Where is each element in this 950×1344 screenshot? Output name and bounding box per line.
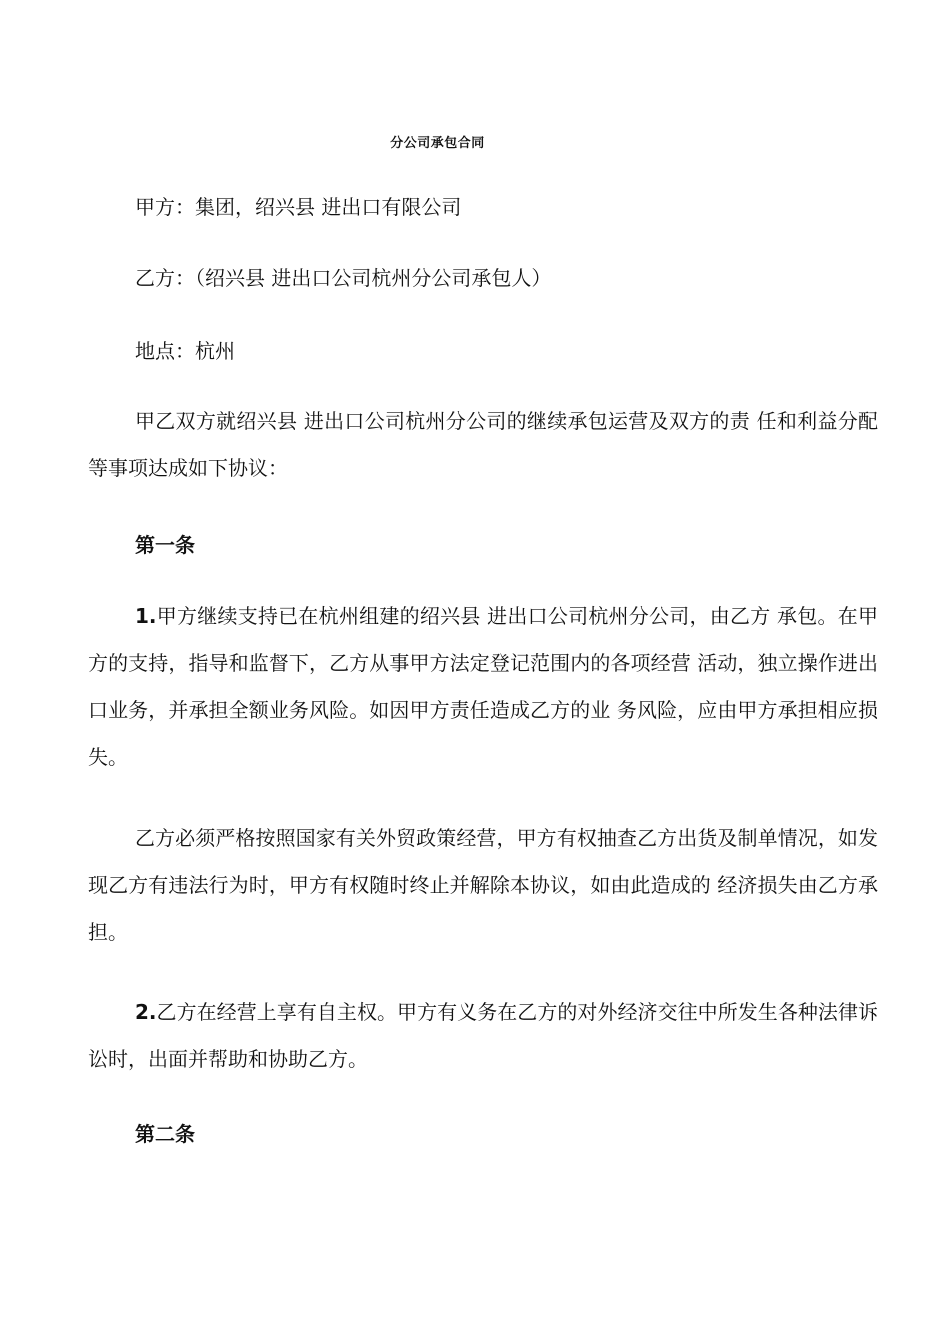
article-1-paragraph-2: 乙方必须严格按照国家有关外贸政策经营，甲方有权抽查乙方出货及制单情况，如发现乙方有违法行为时，甲方有权随时终止并解除本协议，如由此造成的 经济损失由乙方承担。	[88, 826, 878, 944]
party-a-line: 甲方：集团，绍兴县 进出口有限公司	[135, 195, 462, 219]
intro-paragraph: 甲乙双方就绍兴县 进出口公司杭州分公司的继续承包运营及双方的责 任和利益分配等事项达成如下协议：	[88, 409, 878, 480]
article-2-heading: 第二条	[135, 1122, 195, 1146]
article-1-heading: 第一条	[135, 533, 195, 557]
party-b-line: 乙方：（绍兴县 进出口公司杭州分公司承包人）	[135, 266, 552, 290]
document-title: 分公司承包合同	[390, 136, 485, 151]
item-2-number: 2.	[135, 1000, 157, 1024]
article-1-item-1	[88, 593, 878, 781]
location-line: 地点：杭州	[135, 339, 235, 363]
item-2-text: 乙方在经营上享有自主权。甲方有义务在乙方的对外经济交往中所发生各种法律诉讼时，出面并帮助和协助乙方。	[88, 1000, 878, 1071]
article-1-item-2	[88, 989, 878, 1083]
item-1-text: 甲方继续支持已在杭州组建的绍兴县 进出口公司杭州分公司，由乙方 承包。在甲方的支持，指导和监督下，乙方从事甲方法定登记范围内的各项经营 活动，独立操作进出口业务，并承担全额业务风险。如因甲方责任造成乙方的业 务风险，应由甲方承担相应损失。	[88, 604, 878, 769]
item-1-number: 1.	[135, 604, 157, 628]
